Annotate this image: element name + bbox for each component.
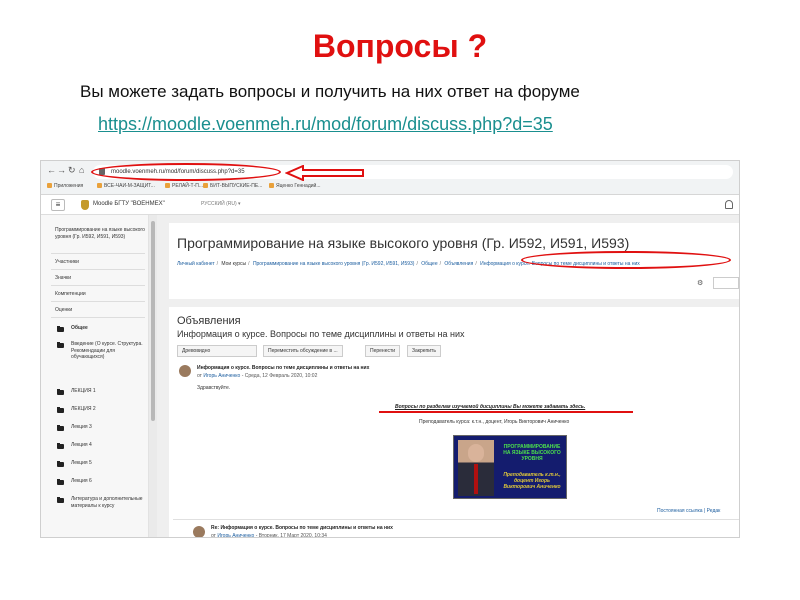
- breadcrumb-item-current: Информация о курсе. Вопросы по теме дисциплины и ответы на них: [480, 261, 640, 267]
- post-date: - Среда, 12 Февраль 2020, 10:02: [241, 373, 318, 379]
- sidebar-item-participants[interactable]: Участники: [55, 259, 79, 265]
- breadcrumb-item[interactable]: Программирование на языке высокого уровня (Гр. И592, И591, И593): [252, 261, 415, 267]
- bookmark-item[interactable]: Приложения: [47, 183, 83, 189]
- course-sidebar: [41, 215, 149, 538]
- site-logo-icon: [81, 200, 89, 210]
- course-banner-image: [453, 435, 567, 499]
- bookmark-item[interactable]: БИТ-ВЫПУСКИЕ-ПЕ...: [203, 183, 262, 189]
- folder-icon: [57, 408, 64, 413]
- post-subject: Re: Информация о курсе. Вопросы по теме дисциплины и ответы на них: [211, 525, 393, 531]
- sidebar-section[interactable]: Литература и дополнительные материалы к курсу: [71, 496, 143, 509]
- divider: [51, 269, 145, 270]
- sidebar-item-grades[interactable]: Оценки: [55, 307, 73, 313]
- main-content: [157, 215, 740, 538]
- sidebar-section[interactable]: Лекция 3: [71, 424, 92, 430]
- notification-bell-icon[interactable]: [725, 200, 733, 209]
- sidebar-section[interactable]: Лекция 6: [71, 478, 92, 484]
- post-greeting: Здравствуйте.: [197, 385, 231, 391]
- announcement-red-underline: [379, 411, 633, 413]
- folder-icon: [57, 498, 64, 503]
- discussion-title: Информация о курсе. Вопросы по теме дисциплины и ответы на них: [177, 329, 465, 339]
- folder-icon: [57, 390, 64, 395]
- bookmark-item[interactable]: Яценко Геннадий...: [269, 183, 321, 189]
- divider: [51, 317, 145, 318]
- reload-icon[interactable]: ↻: [68, 165, 76, 175]
- post-author[interactable]: Игорь Аниченко: [217, 533, 255, 538]
- slide-description: Вы можете задать вопросы и получить на них ответ на форуме: [80, 82, 580, 101]
- breadcrumb-item[interactable]: Мои курсы: [221, 261, 247, 267]
- breadcrumb-item[interactable]: Объявления: [444, 261, 474, 267]
- forum-name: Объявления: [177, 315, 241, 327]
- moodle-navbar: [41, 195, 740, 215]
- folder-icon: [57, 343, 64, 348]
- banner-title: ПРОГРАММИРОВАНИЕ НА ЯЗЫКЕ ВЫСОКОГО УРОВНЯ: [503, 444, 561, 462]
- folder-icon: [57, 444, 64, 449]
- language-select[interactable]: РУССКИЙ (RU) ▾: [201, 201, 241, 207]
- address-bar[interactable]: moodle.voenmeh.ru/mod/forum/discuss.php?d=35: [93, 165, 733, 179]
- reply-post: [173, 519, 739, 538]
- folder-icon: [57, 480, 64, 485]
- avatar[interactable]: [179, 365, 191, 377]
- teacher-info: Преподаватель курса: к.т.н., доцент, Игорь Викторович Аниченко: [419, 419, 570, 425]
- breadcrumb-item[interactable]: Общее: [421, 261, 438, 267]
- sidebar-item-badges[interactable]: Значки: [55, 275, 72, 281]
- url-highlight-oval: [91, 163, 281, 181]
- slide-title: Вопросы ?: [312, 28, 488, 64]
- banner-caption: Преподаватель к.т.н., доцент Игорь Викторович Аниченко: [503, 472, 561, 490]
- pointer-arrow-icon: [285, 165, 365, 181]
- breadcrumb-highlight-oval: [521, 251, 731, 269]
- home-icon[interactable]: ⌂: [79, 165, 85, 175]
- course-header: [169, 223, 739, 299]
- browser-screenshot: [40, 160, 740, 538]
- bookmark-item[interactable]: ВСЕ-ЧАИ-М-ЗАЩИТ...: [97, 183, 155, 189]
- announcement-text: Вопросы по разделам изучаемой дисциплины Вы можете задавать здесь.: [395, 404, 586, 410]
- avatar[interactable]: [193, 526, 205, 538]
- post-meta-prefix: от: [197, 373, 202, 379]
- sidebar-section[interactable]: Общее: [71, 325, 88, 331]
- breadcrumb-item[interactable]: Личный кабинет: [177, 261, 215, 267]
- page-title: Программирование на языке высокого уровня (Гр. И592, И591, И593): [177, 235, 630, 251]
- sidebar-section[interactable]: ЛЕКЦИЯ 2: [71, 406, 96, 412]
- divider: [51, 285, 145, 286]
- post-date: - Вторник, 17 Март 2020, 10:34: [255, 533, 327, 538]
- divider: [51, 301, 145, 302]
- menu-toggle-button[interactable]: ≡: [51, 199, 65, 211]
- post-subject: Информация о курсе. Вопросы по теме дисциплины и ответы на них: [197, 365, 370, 371]
- teacher-photo: [458, 440, 494, 496]
- post-meta: [211, 533, 327, 538]
- sidebar-item-competencies[interactable]: Компетенции: [55, 291, 86, 297]
- scrollbar-thumb[interactable]: [151, 221, 155, 421]
- permalink-link[interactable]: Постоянная ссылка | Редак: [657, 508, 721, 514]
- gear-icon[interactable]: ⚙: [697, 280, 704, 287]
- sidebar-section[interactable]: Лекция 4: [71, 442, 92, 448]
- bookmark-item[interactable]: РЕЛАЙ-Т-П...: [165, 183, 203, 189]
- folder-icon: [57, 327, 64, 332]
- site-name[interactable]: Moodle БГТУ "ВОЕНМЕХ": [93, 201, 165, 207]
- forum-discussion: [169, 307, 739, 538]
- sidebar-course-name[interactable]: Программирование на языке высокого уровня (Гр. И592, И591, И593): [55, 227, 145, 240]
- breadcrumb: Личный кабинет / Мои курсы / Программирование на языке высокого уровня (Гр. И592, И591, И593) / Общее / Объявления / Информация о курсе. Вопросы по теме дисциплины и ответы на них: [177, 261, 640, 267]
- post-meta: [197, 373, 317, 379]
- post-meta-prefix: от: [211, 533, 216, 538]
- sidebar-section[interactable]: ЛЕКЦИЯ 1: [71, 388, 96, 394]
- forward-icon[interactable]: →: [57, 165, 66, 175]
- forum-link[interactable]: https://moodle.voenmeh.ru/mod/forum/discuss.php?d=35: [98, 114, 553, 134]
- post-author[interactable]: Игорь Аниченко: [203, 373, 241, 379]
- display-mode-select[interactable]: Древовидно: [177, 345, 257, 357]
- pin-button[interactable]: Закрепить: [407, 345, 441, 357]
- folder-icon: [57, 462, 64, 467]
- sidebar-section[interactable]: Лекция 5: [71, 460, 92, 466]
- folder-icon: [57, 426, 64, 431]
- search-input[interactable]: [713, 277, 739, 289]
- move-discussion-select[interactable]: Переместить обсуждение в ...: [263, 345, 343, 357]
- back-icon[interactable]: ←: [47, 165, 56, 175]
- sidebar-section[interactable]: Введение (О курсе. Структура. Рекомендации для обучающихся): [71, 341, 143, 360]
- move-button[interactable]: Перенести: [365, 345, 400, 357]
- divider: [51, 253, 145, 254]
